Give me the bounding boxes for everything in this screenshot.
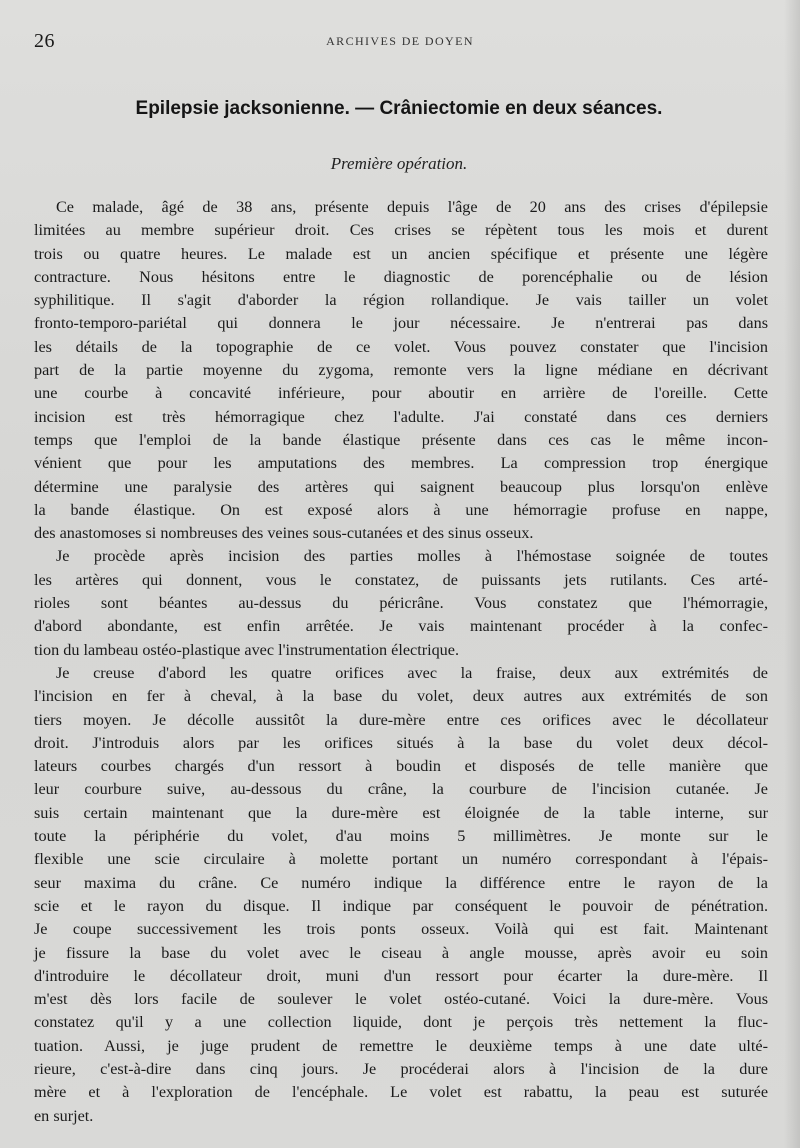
text-line: constatez qu'il y a une collection liquide, dont je perçois très nettement la fluc- [34,1013,768,1032]
text-line: limitées au membre supérieur droit. Ces crises se répètent tous les mois et durent [34,221,768,240]
text-line: toute la périphérie du volet, d'au moins 5 millimètres. Je monte sur le [34,827,768,846]
text-line: la bande élastique. On est exposé alors à une hémorragie profuse en nappe, [34,500,768,519]
text-line: Je coupe successivement les trois ponts osseux. Voilà qui est fait. Maintenant [34,920,768,939]
text-line: en surjet. [34,1106,94,1125]
text-line: trois ou quatre heures. Le malade est un ancien spécifique et présente une légère [34,244,768,263]
text-line: flexible une scie circulaire à molette portant un numéro correspondant à l'épais- [34,850,768,869]
text-line: rieure, c'est-à-dire dans cinq jours. Je procéderai alors à l'incision de la dure [34,1059,768,1078]
body-text [34,196,768,1128]
text-line: leur courbure suive, au-dessous du crâne, la courbure de l'incision cutanée. Je [34,780,768,799]
text-line: Ce malade, âgé de 38 ans, présente depuis l'âge de 20 ans des crises d'épilepsie [56,198,768,216]
text-line: fronto-temporo-pariétal qui donnera le jour nécessaire. Je n'entrerai pas dans [34,314,768,333]
text-line: seur maxima du crâne. Ce numéro indique la différence entre le rayon de la [34,873,768,892]
text-line: tuation. Aussi, je juge prudent de remettre le deuxième temps à une date ulté- [34,1036,768,1055]
text-line: lateurs courbes chargés d'un ressort à boudin et disposés de telle manière que [34,757,768,776]
text-line: m'est dès lors facile de soulever le volet ostéo-cutané. Voici la dure-mère. Vous [34,990,768,1009]
text-line: l'incision en fer à cheval, à la base du volet, deux autres aux extrémités de son [34,687,768,706]
text-line: temps que l'emploi de la bande élastique présente dans ces cas le même incon- [34,430,768,449]
running-head: ARCHIVES DE DOYEN [326,34,474,48]
text-line: droit. J'introduis alors par les orifices situés à la base du volet deux décol- [34,733,768,752]
text-line: tiers moyen. Je décolle aussitôt la dure-mère entre ces orifices avec le décollateur [34,710,768,729]
text-line: suis certain maintenant que la dure-mère est éloignée de la table interne, sur [34,803,768,822]
text-line: part de la partie moyenne du zygoma, remonte vers la ligne médiane en décrivant [34,361,768,380]
text-line: détermine une paralysie des artères qui saignent beaucoup plus lorsqu'on enlève [34,477,768,496]
page-edge-shadow [784,0,800,1148]
text-line: je fissure la base du volet avec le ciseau à angle mousse, après avoir eu soin [34,943,768,962]
text-line: une courbe à concavité inférieure, pour aboutir en arrière de l'oreille. Cette [34,384,768,403]
text-line: Je creuse d'abord les quatre orifices avec la fraise, deux aux extrémités de [56,663,768,682]
text-line: mère et à l'exploration de l'encéphale. Le volet est rabattu, la peau est suturée [34,1083,768,1102]
text-line: vénient que pour les amputations des membres. La compression trop énergique [34,454,768,473]
text-line: scie et le rayon du disque. Il indique par conséquent le pouvoir de pénétration. [34,896,768,915]
text-line: incision est très hémorragique chez l'adulte. J'ai constaté dans ces derniers [34,407,768,426]
text-line: Je procède après incision des parties molles à l'hémostase soignée de toutes [56,547,768,566]
text-line: les artères qui donnent, vous le constatez, de puissants jets rutilants. Ces arté- [34,570,768,589]
article-title: Epilepsie jacksonienne. — Crâniectomie en deux séances. [135,98,663,119]
page-number: 26 [34,30,55,52]
text-line: des anastomoses si nombreuses des veines sous-cutanées et des sinus osseux. [34,524,534,543]
text-line: tion du lambeau ostéo-plastique avec l'instrumentation électrique. [34,640,460,659]
text-line: les détails de la topographie de ce volet. Vous pouvez constater que l'incision [34,337,768,356]
text-line: contracture. Nous hésitons entre le diagnostic de porencéphalie ou de lésion [34,267,768,286]
text-line: d'introduire le décollateur droit, muni d'un ressort pour écarter la dure-mère. Il [34,966,768,985]
text-line: d'abord abondante, est enfin arrêtée. Je vais maintenant procéder à la confec- [34,617,768,636]
text-line: syphilitique. Il s'agit d'aborder la région rollandique. Je vais tailler un volet [34,291,768,310]
section-subtitle: Première opération. [330,154,468,173]
text-line: rioles sont béantes au-dessus du péricrâne. Vous constatez que l'hémorragie, [34,594,768,613]
